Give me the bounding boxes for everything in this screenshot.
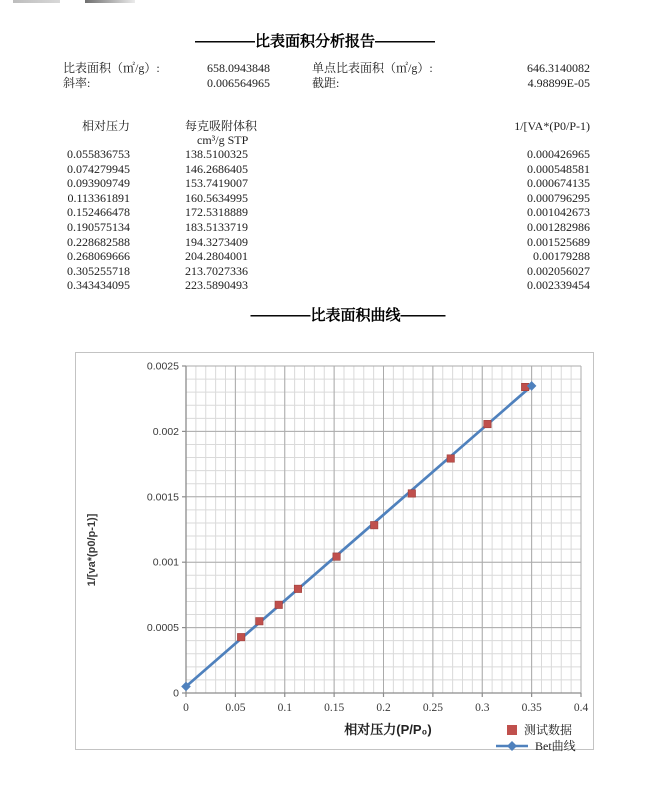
svg-text:0.0005: 0.0005: [146, 622, 179, 635]
svg-text:0: 0: [173, 687, 179, 700]
table-cell: 0.001042673: [527, 205, 590, 220]
table-cell: 0.000548581: [527, 161, 590, 176]
svg-text:0.0015: 0.0015: [146, 491, 179, 504]
bet-chart: [75, 352, 594, 753]
table-cell: 0.113361891: [67, 190, 130, 205]
top-left-artifact-bar-2: [85, 0, 135, 3]
legend-entry-bet-curve: [496, 737, 576, 754]
svg-text:0.4: 0.4: [573, 702, 589, 714]
y-axis-title: 1/[va*(p0/p-1)]: [86, 513, 98, 587]
svg-text:0.2: 0.2: [376, 702, 391, 714]
table-cell: 146.2686405: [185, 161, 248, 176]
summary-value-intercept: 4.98899E-05: [527, 76, 590, 90]
legend-label-bet-curve: Bet曲线: [535, 739, 576, 753]
table-row: [0, 176, 650, 191]
table-header-bet-transform: 1/[VA*(P0/P-1): [514, 119, 590, 133]
summary-label-slope: 斜率:: [63, 76, 91, 90]
table-row: [0, 147, 650, 162]
table-header-relative-pressure: 相对压力: [81, 119, 130, 133]
table-row: [0, 191, 650, 206]
table-cell: 0.152466478: [67, 205, 130, 220]
table-row: [0, 205, 650, 220]
table-cell: 0.268069666: [67, 249, 130, 264]
svg-text:0.002: 0.002: [152, 425, 179, 438]
table-cell: 153.7419007: [185, 176, 248, 191]
table-cell: 172.5318889: [185, 205, 248, 220]
table-cell: 0.305255718: [67, 263, 130, 278]
x-axis-title: 相对压力(P/P₀): [344, 722, 432, 737]
table-cell: 0.343434095: [67, 278, 130, 293]
table-cell: 0.055836753: [67, 147, 130, 161]
table-cell: 138.5100325: [185, 147, 248, 161]
summary-label-single-point-area: 单点比表面积（㎡/g）:: [312, 61, 433, 75]
table-cell: 0.074279945: [67, 161, 130, 176]
svg-text:0: 0: [183, 702, 189, 714]
table-cell: 0.000674135: [527, 176, 590, 191]
table-row: [0, 264, 650, 279]
summary-label-specific-surface-area: 比表面积（㎡/g）:: [63, 61, 160, 75]
table-cell: 204.2804001: [185, 249, 248, 264]
chart-section-title: ————比表面积曲线———: [250, 307, 446, 324]
svg-text:0.001: 0.001: [152, 556, 179, 569]
report-title: ————比表面积分析报告————: [194, 33, 436, 50]
table-cell: 183.5133719: [185, 219, 248, 234]
legend-entry-test-data: [507, 721, 572, 738]
table-cell: 0.001525689: [527, 234, 590, 249]
table-cell: 223.5890493: [185, 278, 248, 293]
table-header-adsorbed-volume-unit: cm³/g STP: [197, 133, 249, 147]
svg-text:0.0025: 0.0025: [146, 360, 179, 373]
svg-text:0.3: 0.3: [475, 702, 490, 714]
table-row: [0, 278, 650, 293]
svg-text:0.15: 0.15: [324, 702, 345, 714]
table-cell: 0.002339454: [527, 278, 590, 293]
table-cell: 194.3273409: [185, 234, 248, 249]
svg-text:0.35: 0.35: [521, 702, 542, 714]
summary-label-intercept: 截距:: [312, 76, 340, 90]
svg-text:0.05: 0.05: [225, 702, 246, 714]
legend-line-diamond-marker-icon: [496, 740, 528, 752]
legend-label-test-data: 测试数据: [524, 723, 573, 737]
data-table: [0, 147, 650, 293]
legend-square-marker-icon: [507, 725, 517, 735]
table-cell: 0.228682588: [67, 234, 130, 249]
table-cell: 0.002056027: [527, 263, 590, 278]
top-left-artifact-bar-1: [13, 0, 60, 3]
table-cell: 160.5634995: [185, 190, 248, 205]
table-cell: 0.190575134: [67, 219, 130, 234]
table-cell: 0.000796295: [527, 190, 590, 205]
summary-value-slope: 0.006564965: [207, 76, 270, 90]
table-row: [0, 162, 650, 177]
svg-text:0.25: 0.25: [422, 702, 443, 714]
table-cell: 0.000426965: [527, 147, 590, 161]
table-row: [0, 249, 650, 264]
table-cell: 0.093909749: [67, 176, 130, 191]
table-header-adsorbed-volume: 每克吸附体积: [185, 119, 258, 133]
table-cell: 0.00179288: [533, 249, 590, 264]
summary-value-specific-surface-area: 658.0943848: [207, 61, 270, 75]
summary-value-single-point-area: 646.3140082: [527, 61, 590, 75]
table-cell: 213.7027336: [185, 263, 248, 278]
table-row: [0, 235, 650, 250]
table-cell: 0.001282986: [527, 219, 590, 234]
table-row: [0, 220, 650, 235]
bet-chart-plot: [76, 353, 593, 749]
svg-text:0.1: 0.1: [277, 702, 292, 714]
